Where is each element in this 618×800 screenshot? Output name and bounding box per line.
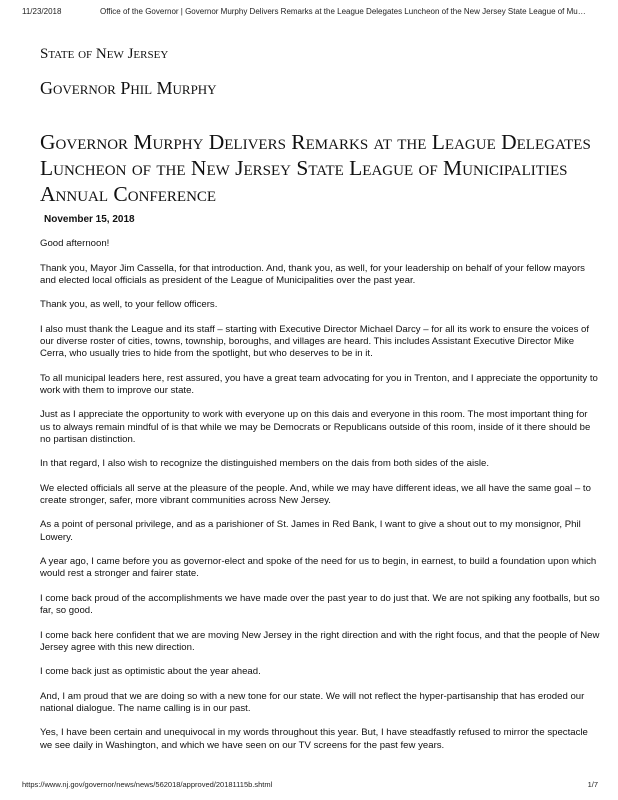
paragraph: As a point of personal privilege, and as a parishioner of St. James in Red Bank, I want to give a shout out to my monsignor, Phil Lowery. bbox=[40, 519, 581, 543]
print-date: 11/23/2018 bbox=[22, 7, 62, 16]
article-date: November 15, 2018 bbox=[44, 214, 135, 225]
state-name-link[interactable]: State of New Jersey bbox=[40, 46, 169, 62]
paragraph: I come back just as optimistic about the year ahead. bbox=[40, 666, 261, 678]
paragraph: Just as I appreciate the opportunity to work with everyone up on this dais and everyone in this room. The most important thing for us to always remain mindful of is that while we may be Democrats or Republicans outside of this room, inside of it there should be no partisan distinction. bbox=[40, 409, 591, 445]
paragraph: I come back here confident that we are moving New Jersey in the right direction and with the right focus, and that the people of New Jersey agree with this new direction. bbox=[40, 629, 600, 653]
paragraph: A year ago, I came before you as governor-elect and spoke of the need for us to begin, in earnest, to build a foundation upon which would rest a stronger and fairer state. bbox=[40, 556, 597, 580]
paragraph: Good afternoon! bbox=[40, 238, 110, 249]
page-number: 1/7 bbox=[587, 780, 598, 789]
paragraph: I also must thank the League and its staff – starting with Executive Director Michael Darcy – for all its work to ensure the voices of our diverse roster of cities, towns, township, boroughs, and villages are heard. This includes Assistant Executive Director Mike Cerra, who usually tries to hide from the spotlight, but who deserves to be in it. bbox=[40, 323, 590, 360]
print-url: https://www.nj.gov/governor/news/news/562018/approved/20181115b.shtml bbox=[22, 780, 273, 789]
paragraph: Yes, I have been certain and unequivocal in my words throughout this year. But, I have steadfastly refused to mirror the spectacle we see daily in Washington, and which we have seen on our TV screens for the past few years. bbox=[40, 727, 588, 751]
article-title: Governor Murphy Delivers Remarks at the League Delegates Luncheon of the New Jersey State League of Municipalities Annual Conference bbox=[40, 130, 591, 206]
paragraph: To all municipal leaders here, rest assured, you have a great team advocating for you in Trenton, and I appreciate the opportunity to work with them to improve our state. bbox=[40, 372, 598, 396]
paragraph: I come back proud of the accomplishments we have made over the past year to do just that. We are not spiking any footballs, but so far, so good. bbox=[40, 592, 600, 617]
article-body bbox=[40, 238, 600, 764]
paragraph: We elected officials all serve at the pleasure of the people. And, while we may have different ideas, we all have the same goal – to create stronger, safer, more vibrant communities across New Jersey. bbox=[40, 482, 591, 506]
paragraph: And, I am proud that we are doing so with a new tone for our state. We will not reflect the hyper-partisanship that has eroded our national dialogue. The name calling is in our past. bbox=[40, 690, 585, 714]
paragraph: Thank you, as well, to your fellow officers. bbox=[40, 299, 218, 311]
print-page-title: Office of the Governor | Governor Murphy Delivers Remarks at the League Delegates Luncheon of the New Jersey State League of Mu… bbox=[100, 7, 586, 16]
paragraph: Thank you, Mayor Jim Cassella, for that introduction. And, thank you, as well, for your leadership on behalf of your fellow mayors and elected local officials as president of the League of Municipalities over the past year. bbox=[40, 262, 585, 286]
governor-name-link[interactable]: Governor Phil Murphy bbox=[40, 78, 217, 98]
paragraph: In that regard, I also wish to recognize the distinguished members on the dais from both sides of the aisle. bbox=[40, 458, 490, 470]
